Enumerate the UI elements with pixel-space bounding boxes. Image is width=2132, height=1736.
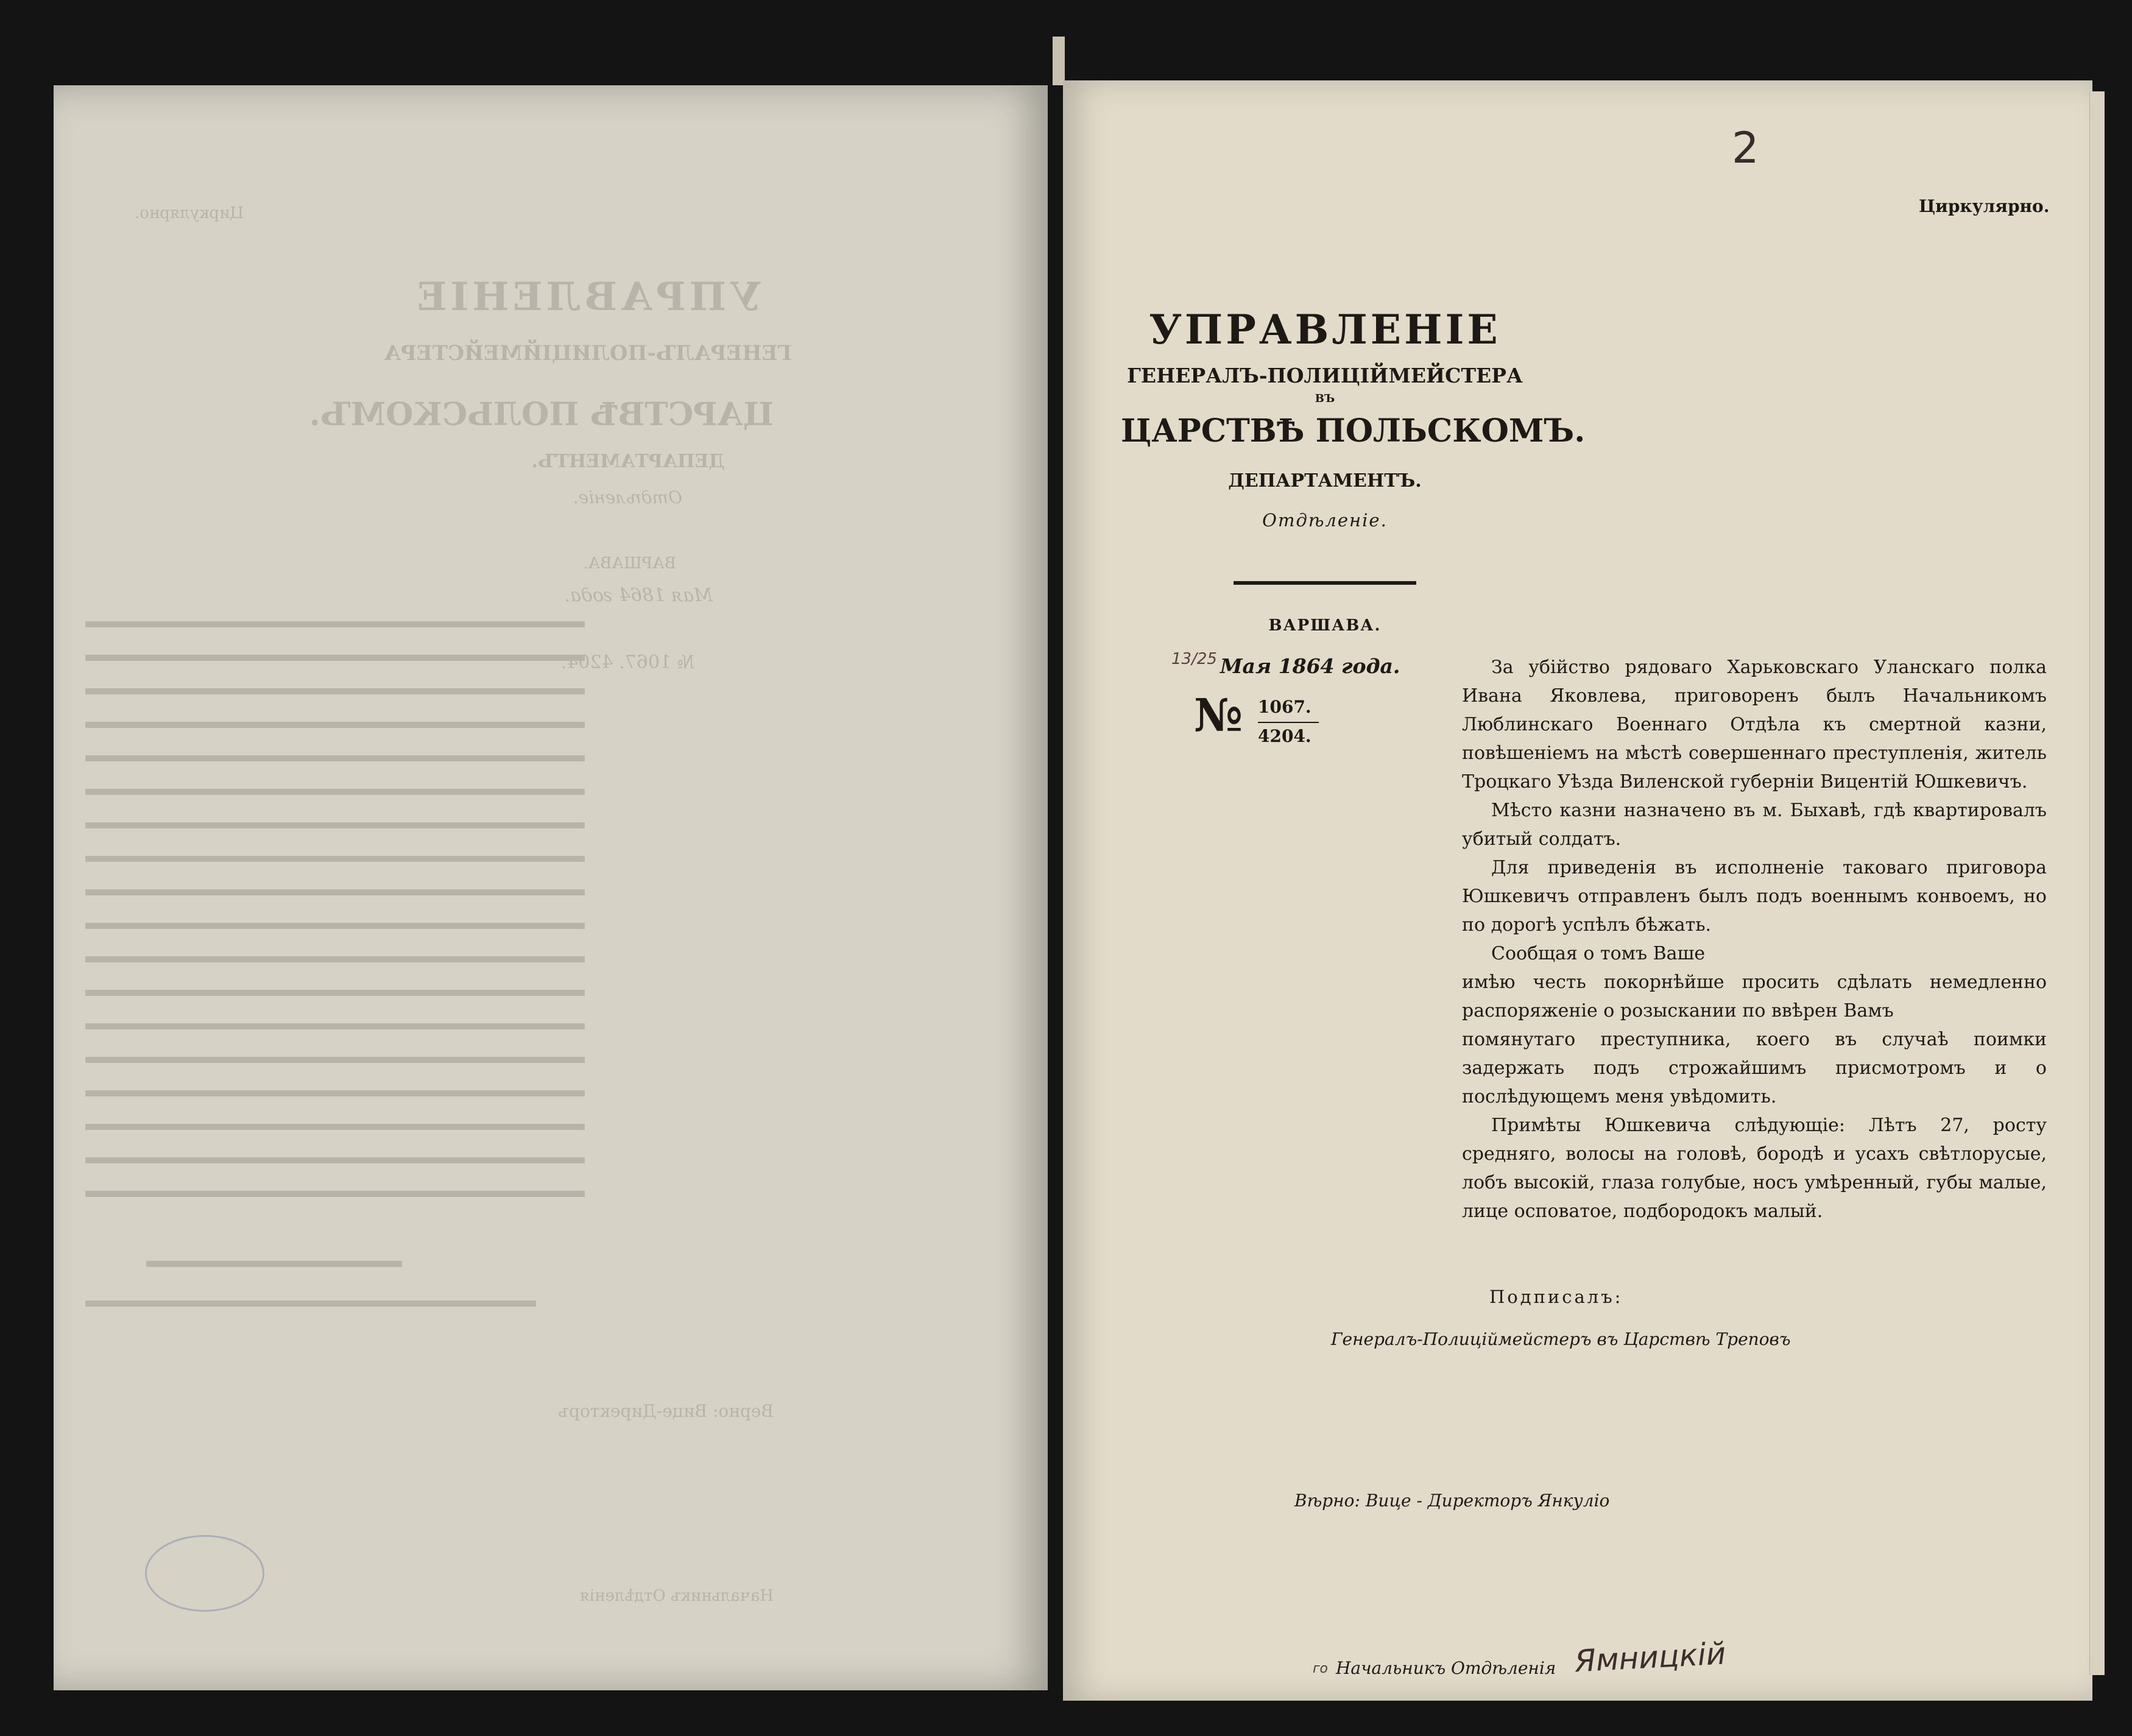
left-page (54, 85, 1048, 1690)
number-top: 1067. (1258, 697, 1311, 717)
bleed-date: Мая 1864 года. (564, 585, 713, 606)
circular-body (1462, 653, 2047, 1226)
body-paragraph-3: Для приведенія въ исполненіе таковаго приговора Юшкевичъ отправленъ былъ подъ военнымъ конвоемъ, но по дорогѣ успѣлъ бѣжать. (1462, 857, 2047, 936)
chief-signature: Ямницкiй (1573, 1635, 1727, 1679)
body-paragraph-5: имѣю честь покорнѣйше просить сдѣлать немедленно распоряженіе о розыскании по ввѣрен Вамъ (1462, 972, 2047, 1021)
date-printed: Мая 1864 года. (1220, 654, 1400, 678)
bleed-certified: Верно: Вице-Директоръ (558, 1401, 774, 1421)
number-fraction-line (1258, 722, 1319, 723)
body-paragraph-6: помянутаго преступника, коего въ случаѣ поимки задержать подъ строжайшимъ присмотромъ и о послѣдующемъ меня увѣдомить. (1462, 1029, 2047, 1107)
bleed-circular: Циркулярно. (134, 204, 244, 222)
archive-stamp (145, 1535, 264, 1612)
bleed-through-text (54, 85, 1048, 1690)
bleed-section: Отдѣленіе. (573, 487, 682, 507)
right-page (1063, 80, 2092, 1701)
date-handwritten: 13/25 (1171, 650, 1217, 668)
heading-kingdom: ЦАРСТВѢ ПОЛЬСКОМЪ. (1121, 412, 1586, 450)
page-edge-strip (2089, 91, 2105, 1675)
number-sign: № (1194, 690, 1243, 742)
body-paragraph-2: Мѣсто казни назначено въ м. Быхавѣ, гдѣ квартировалъ убитый солдатъ. (1462, 800, 2047, 850)
bleed-place: ВАРШАВА. (583, 554, 676, 573)
body-paragraph-4: Сообщая о томъ Ваше (1491, 943, 1706, 964)
number-bottom: 4204. (1258, 726, 1311, 746)
bleed-subtitle: ГЕНЕРАЛЪ-ПОЛИЦІЙМЕЙСТЕРА (384, 341, 792, 365)
signed-label: Подписалъ: (1489, 1286, 1623, 1307)
gutter-tab (1053, 37, 1065, 85)
heading-rule (1234, 581, 1416, 585)
bleed-body-lines (79, 621, 585, 1316)
bleed-number: № 1067. 4204. (560, 652, 694, 673)
bleed-chief: Начальникъ Отдѣленія (579, 1587, 774, 1605)
chief-label: Начальникъ Отдѣленія (1336, 1658, 1556, 1678)
page-number: 2 (1732, 123, 1759, 173)
chief-prefix: го (1313, 1661, 1329, 1676)
place-label: ВАРШАВА. (1268, 616, 1382, 635)
certified-line: Вѣрно: Вице - Директоръ Янкулiо (1294, 1491, 1610, 1511)
bleed-department: ДЕПАРТАМЕНТЪ. (531, 451, 725, 472)
signed-by: Генералъ-Полицiймейстеръ въ Царствѣ Треповъ (1331, 1329, 1791, 1349)
bleed-kingdom: ЦАРСТВѢ ПОЛЬСКОМЪ. (309, 396, 774, 433)
body-paragraph-1: За убійство рядоваго Харьковскаго Уланскаго полка Ивана Яковлева, приговоренъ былъ Начальникомъ Люблинскаго Военнаго Отдѣла къ смертной казни, повѣшеніемъ на мѣстѣ совершеннаго преступленія, житель Троцкаго Уѣзда Виленской губерніи Вицентій Юшкевичъ. (1462, 657, 2047, 792)
heading-preposition: ВЪ (1315, 392, 1335, 405)
heading-section: Отдѣленіе. (1262, 510, 1388, 531)
heading-department: ДЕПАРТАМЕНТЪ. (1228, 470, 1422, 492)
heading-title: УПРАВЛЕНІЕ (1149, 306, 1501, 353)
heading-subtitle: ГЕНЕРАЛЪ-ПОЛИЦІЙМЕЙСТЕРА (1127, 364, 1523, 387)
circular-label: Циркулярно. (1919, 196, 2050, 216)
bleed-title: УПРАВЛЕНІЕ (413, 274, 761, 320)
body-paragraph-7: Примѣты Юшкевича слѣдующіе: Лѣтъ 27, росту средняго, волосы на головѣ, бородѣ и усахъ свѣтлорусые, лобъ высокій, глаза голубые, носъ умѣренный, губы малые, лице осповатое, подбородокъ малый. (1462, 1115, 2047, 1222)
